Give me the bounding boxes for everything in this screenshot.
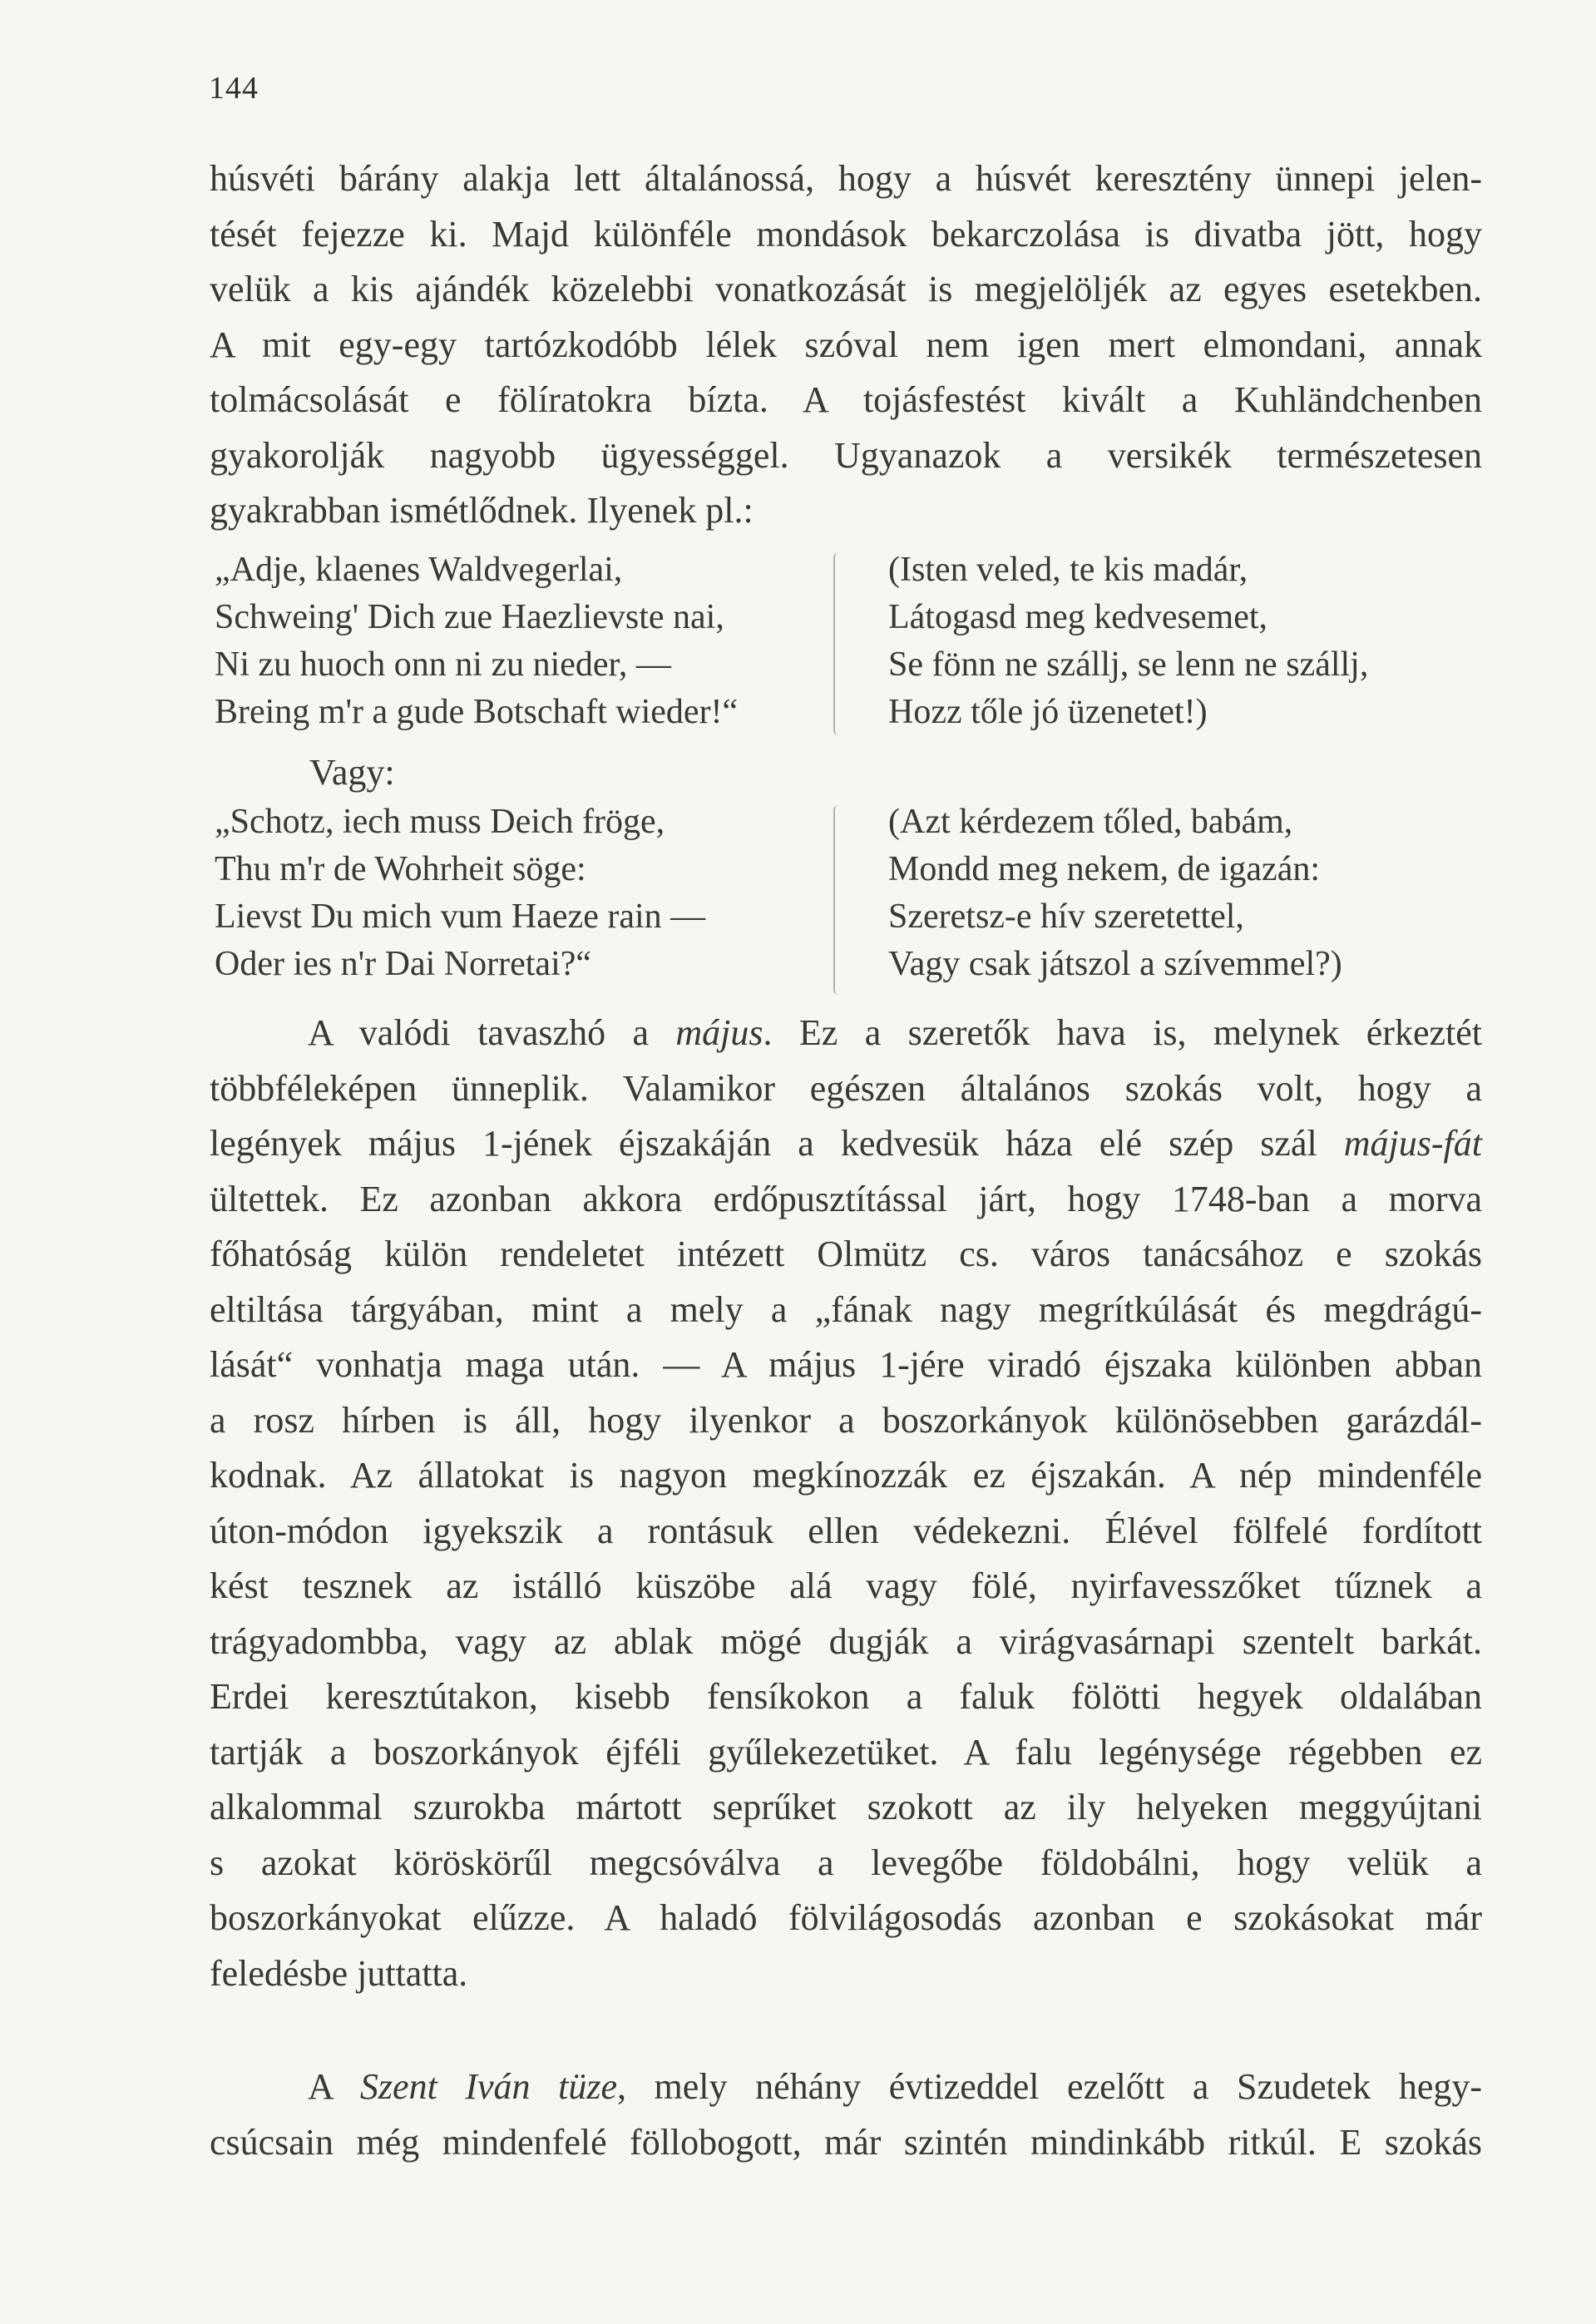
text-line: velük a kis ajándék közelebbi vonatkozását is megjelöljék az egyes esetekben. [210, 269, 1482, 309]
verse-bracket [833, 805, 843, 995]
verse-line: (Isten veled, te kis madár, [888, 551, 1248, 589]
verse1-hungarian [888, 546, 1368, 736]
text-line: tolmácsolását e fölíratokra bízta. A tojásfestést kivált a Kuhländchenben [210, 379, 1482, 420]
paragraph-st-john [210, 2059, 1482, 2170]
text-line: húsvéti bárány alakja lett általánossá, hogy a húsvét keresztény ünnepi jelen- [210, 158, 1482, 199]
text-line: a rosz hírben is áll, hogy ilyenkor a boszorkányok különösebben garázdál- [210, 1399, 1482, 1441]
verse-bracket [833, 552, 843, 735]
verse-line: Hozz tőle jó üzenetet!) [888, 693, 1208, 731]
text-line: tését fejezze ki. Majd különféle mondások bekarczolása is divatba jött, hogy [210, 213, 1482, 255]
text-line: trágyadombba, vagy az ablak mögé dugják a virágvasárnapi szentelt barkát. [210, 1620, 1482, 1662]
page-number: 144 [209, 71, 259, 106]
text-line: kést tesznek az istálló küszöbe alá vagy fölé, nyirfavesszőket tűznek a [210, 1565, 1482, 1606]
text-line: alkalommal szurokba mártott seprűket szokott az ily helyeken meggyújtani [210, 1787, 1482, 1827]
verse-line: Látogasd meg kedvesemet, [888, 598, 1268, 636]
verse1-german [215, 546, 738, 736]
verse2-german [215, 799, 705, 988]
vagy-label: Vagy: [309, 752, 395, 793]
verse-line: Breing m'r a gude Botschaft wieder!“ [215, 693, 739, 731]
text-line: feledésbe juttatta. [210, 1952, 468, 1994]
paragraph-easter-eggs [210, 151, 1482, 539]
verse-line: Vagy csak játszol a szívemmel?) [888, 945, 1342, 983]
text-line: többféleképen ünneplik. Valamikor egészen általános szokás volt, hogy a [210, 1067, 1482, 1109]
verse-line: Ni zu huoch onn ni zu nieder, — [215, 645, 671, 684]
text-line [210, 1006, 1482, 1061]
verse-line: Mondd meg nekem, de igazán: [888, 850, 1321, 888]
verse2-hungarian [888, 799, 1342, 988]
verse-line: Oder ies n'r Dai Norretai?“ [215, 945, 592, 983]
text-line: tartják a boszorkányok éjféli gyűlekezetüket. A falu legénysége régebben ez [210, 1731, 1482, 1773]
text-line: s azokat köröskörűl megcsóválva a levegőbe földobálni, hogy velük a [210, 1842, 1482, 1883]
text-line: kodnak. Az állatokat is nagyon megkínozzák ez éjszakán. A nép mindenféle [210, 1455, 1482, 1496]
text-line: gyakorolják nagyobb ügyességgel. Ugyanazok a versikék természetesen [210, 434, 1482, 476]
emphasis-may: május [675, 1012, 763, 1053]
text-line: boszorkányokat elűzze. A haladó fölvilágosodás azonban e szokásokat már [210, 1897, 1482, 1938]
text-line: eltiltása tárgyában, mint a mely a „fának nagy megrítkúlását és megdrágú- [210, 1288, 1482, 1330]
verse-line: Szeretsz-e hív szeretettel, [888, 897, 1244, 936]
text-line [210, 1116, 1482, 1172]
text-run: A [308, 2066, 360, 2107]
emphasis-st-john-fire: Szent Iván tüze [359, 2066, 617, 2107]
verse-line: Se fönn ne szállj, se lenn ne szállj, [888, 645, 1369, 684]
text-line: A mit egy-egy tartózkodóbb lélek szóval nem igen mert elmondani, annak [210, 324, 1482, 365]
verse-line: „Adje, klaenes Waldvegerlai, [215, 551, 623, 589]
text-run: A valódi tavaszhó a [308, 1012, 676, 1053]
text-run: , mely néhány évtizeddel ezelőtt a Szudetek hegy- [616, 2066, 1482, 2107]
text-line: gyakrabban ismétlődnek. Ilyenek pl.: [210, 490, 754, 531]
text-run: . Ez a szeretők hava is, melynek érkeztét [763, 1012, 1483, 1053]
paragraph-may [210, 1006, 1482, 2001]
text-line: ültettek. Ez azonban akkora erdőpusztítással járt, hogy 1748-ban a morva [210, 1178, 1482, 1219]
text-run: legények május 1-jének éjszakáján a kedvesük háza elé szép szál [210, 1123, 1344, 1164]
text-line: főhatóság külön rendeletet intézett Olmütz cs. város tanácsához e szokás [210, 1234, 1482, 1274]
verse-line: „Schotz, iech muss Deich fröge, [215, 803, 665, 841]
text-line: úton-módon igyekszik a rontásuk ellen védekezni. Élével fölfelé fordított [210, 1510, 1482, 1551]
verse-line: Thu m'r de Wohrheit söge: [215, 850, 586, 888]
text-line [210, 2059, 1482, 2115]
verse-line: (Azt kérdezem tőled, babám, [888, 803, 1293, 841]
emphasis-maypole: május-fát [1343, 1123, 1482, 1164]
verse-line: Lievst Du mich vum Haeze rain — [215, 897, 706, 936]
text-line: Erdei keresztútakon, kisebb fensíkokon a faluk fölötti hegyek oldalában [210, 1676, 1482, 1717]
text-line: csúcsain még mindenfelé föllobogott, már szintén mindinkább ritkúl. E szokás [210, 2121, 1482, 2163]
text-line: lását“ vonhatja maga után. — A május 1-jére viradó éjszaka különben abban [210, 1344, 1482, 1385]
verse-line: Schweing' Dich zue Haezlievste nai, [215, 598, 724, 636]
